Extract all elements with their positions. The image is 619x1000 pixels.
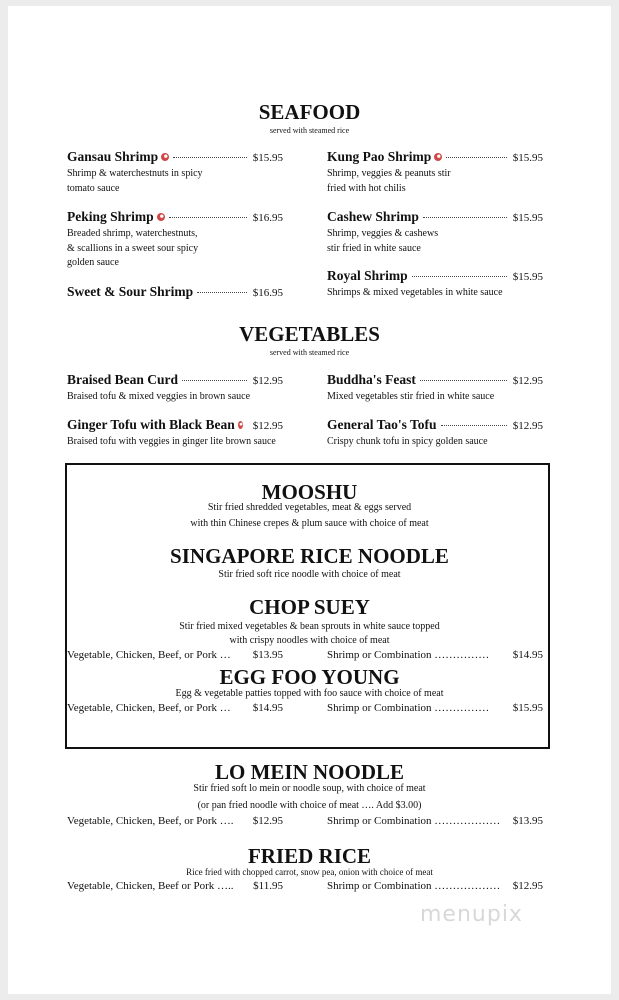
chili-pepper-icon <box>157 213 165 221</box>
special-description: Rice fried with chopped carrot, snow pea, onion with choice of meat <box>186 867 433 877</box>
special-description: Stir fried soft lo mein or noodle soup, with choice of meat <box>193 783 426 794</box>
menu-item <box>327 209 543 225</box>
price-value: $15.95 <box>512 702 543 714</box>
price-value: $11.95 <box>253 880 283 892</box>
dot-leader <box>412 275 507 277</box>
item-name: General Tao's Tofu <box>327 417 437 432</box>
item-price: $15.95 <box>252 152 283 164</box>
item-name: Cashew Shrimp <box>327 209 419 224</box>
vegetables-title: VEGETABLES <box>239 322 380 346</box>
item-price: $12.95 <box>252 420 283 432</box>
price-label: Vegetable, Chicken, Beef or Pork ….. <box>67 880 234 892</box>
item-name: Gansau Shrimp <box>67 149 159 164</box>
price-value: $12.95 <box>252 815 283 827</box>
price-label: Shrimp or Combination ……………… <box>327 880 501 892</box>
price-row <box>67 880 283 892</box>
special-title: LO MEIN NOODLE <box>214 760 405 784</box>
item-name: Buddha's Feast <box>327 372 416 387</box>
special-description: Stir fried mixed vegetables & bean sprouts in white sauce topped <box>179 621 440 632</box>
item-description: tomato sauce <box>67 182 120 194</box>
special-description: with thin Chinese crepes & plum sauce with choice of meat <box>190 518 429 529</box>
price-value: $14.95 <box>512 649 543 661</box>
special-title: FRIED RICE <box>247 844 372 868</box>
item-description: Braised tofu with veggies in ginger lite brown sauce <box>67 436 276 447</box>
item-description: Shrimps & mixed vegetables in white sauce <box>327 287 503 298</box>
dot-leader <box>423 216 507 218</box>
item-price: $16.95 <box>252 287 283 299</box>
menu-item <box>67 209 283 225</box>
dot-leader <box>420 379 507 381</box>
price-value: $14.95 <box>252 702 283 714</box>
item-price: $12.95 <box>512 420 543 432</box>
price-label: Vegetable, Chicken, Beef, or Pork … <box>67 702 231 714</box>
item-price: $15.95 <box>512 152 543 164</box>
seafood-subtitle: served with steamed rice <box>269 126 350 135</box>
menupix-watermark: menupix <box>420 902 523 927</box>
price-label: Shrimp or Combination …………… <box>327 649 490 661</box>
item-description: fried with hot chilis <box>327 182 406 194</box>
dot-leader <box>173 156 247 158</box>
item-description: Breaded shrimp, waterchestnuts, <box>67 228 198 239</box>
item-name: Ginger Tofu with Black Bean <box>67 417 235 432</box>
dot-leader <box>169 216 247 218</box>
special-title: SINGAPORE RICE NOODLE <box>170 544 449 568</box>
special-description: Stir fried shredded vegetables, meat & eggs served <box>207 502 412 513</box>
item-name: Royal Shrimp <box>327 268 408 283</box>
dot-leader <box>182 379 247 381</box>
special-description: Stir fried soft rice noodle with choice of meat <box>218 569 401 580</box>
item-description: Crispy chunk tofu in spicy golden sauce <box>327 436 488 447</box>
special-title: EGG FOO YOUNG <box>219 665 400 689</box>
chili-pepper-icon <box>238 421 243 429</box>
item-name: Kung Pao Shrimp <box>327 149 432 164</box>
chili-pepper-icon <box>434 153 442 161</box>
special-description: Egg & vegetable patties topped with foo sauce with choice of meat <box>175 688 444 699</box>
item-price: $12.95 <box>512 375 543 387</box>
price-label: Shrimp or Combination ……………… <box>327 815 501 827</box>
special-title: MOOSHU <box>261 480 358 504</box>
item-name: Sweet & Sour Shrimp <box>67 284 194 299</box>
item-name: Braised Bean Curd <box>67 372 179 387</box>
special-title: CHOP SUEY <box>249 595 370 619</box>
price-row <box>327 649 543 661</box>
price-row <box>67 649 283 661</box>
price-row <box>327 815 543 827</box>
menu-item <box>327 268 543 284</box>
price-label: Vegetable, Chicken, Beef, or Pork … <box>67 649 231 661</box>
item-description: & scallions in a sweet sour spicy <box>67 242 199 254</box>
menu-item <box>327 417 543 433</box>
item-description: Braised tofu & mixed veggies in brown sauce <box>67 391 251 402</box>
vegetables-subtitle: served with steamed rice <box>269 348 350 357</box>
seafood-title: SEAFOOD <box>258 100 361 124</box>
price-value: $12.95 <box>512 880 543 892</box>
item-price: $15.95 <box>512 271 543 283</box>
item-description: golden sauce <box>67 257 119 268</box>
item-name: Peking Shrimp <box>67 209 154 224</box>
item-price: $15.95 <box>512 212 543 224</box>
price-value: $13.95 <box>512 815 543 827</box>
menu-item <box>67 149 283 165</box>
menu-item <box>67 417 283 433</box>
item-description: Shrimp, veggies & cashews <box>327 228 439 239</box>
price-label: Shrimp or Combination …………… <box>327 702 490 714</box>
price-row <box>67 702 283 714</box>
dot-leader <box>197 291 247 293</box>
menu-item <box>67 372 283 388</box>
dot-leader <box>441 424 507 426</box>
price-row <box>327 880 543 892</box>
item-description: Shrimp, veggies & peanuts stir <box>327 168 451 179</box>
price-row <box>67 815 283 827</box>
price-row <box>327 702 543 714</box>
menu-item <box>327 149 543 165</box>
item-description: Mixed vegetables stir fried in white sauce <box>327 391 495 402</box>
item-price: $16.95 <box>252 212 283 224</box>
menu-item <box>67 284 283 300</box>
price-label: Vegetable, Chicken, Beef, or Pork …. <box>67 815 234 827</box>
item-description: Shrimp & waterchestnuts in spicy <box>67 168 203 179</box>
dot-leader <box>446 156 506 158</box>
item-description: stir fried in white sauce <box>327 242 421 254</box>
price-value: $13.95 <box>252 649 283 661</box>
special-description: with crispy noodles with choice of meat <box>229 635 390 646</box>
item-price: $12.95 <box>252 375 283 387</box>
special-description: (or pan fried noodle with choice of meat …. Add $3.00) <box>197 800 422 811</box>
menu-item <box>327 372 543 388</box>
chili-pepper-icon <box>161 153 169 161</box>
